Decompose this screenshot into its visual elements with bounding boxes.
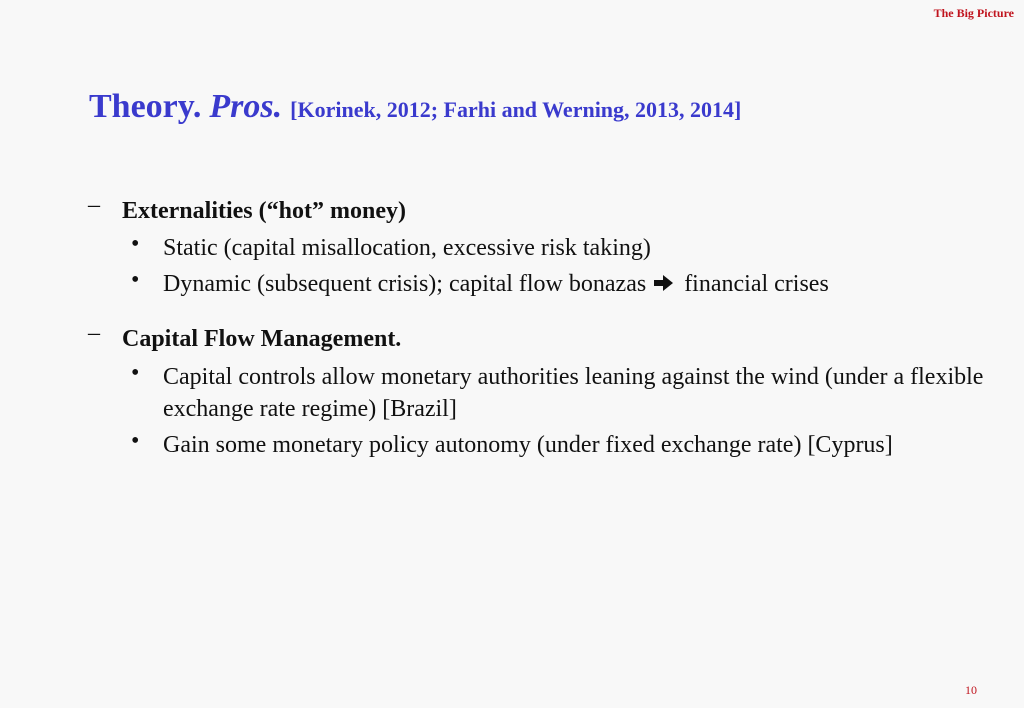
title-main: Theory.	[89, 88, 202, 125]
list-item-text-before-arrow: Dynamic (subsequent crisis); capital flow bonazas	[163, 271, 647, 297]
dash-marker: –	[88, 192, 100, 218]
list-item-text: Capital controls allow monetary authorities leaning against the wind (under a flexible exchange rate regime) [Brazil]	[163, 364, 984, 422]
bullet-marker: •	[131, 360, 140, 386]
slide-title	[89, 88, 741, 126]
list-item-text-after-arrow: financial crises	[684, 271, 829, 297]
dash-marker: –	[88, 320, 100, 346]
bullet-marker: •	[131, 428, 140, 454]
title-italic: Pros.	[209, 88, 283, 125]
section-heading-text: Externalities (“hot” money)	[122, 198, 406, 224]
list-item-text: Gain some monetary policy autonomy (under fixed exchange rate) [Cyprus]	[163, 432, 893, 458]
section-tag: The Big Picture	[933, 6, 1014, 20]
bullet-marker: •	[131, 267, 140, 293]
title-citation: [Korinek, 2012; Farhi and Werning, 2013, 2014]	[290, 97, 742, 122]
bullet-marker: •	[131, 231, 140, 257]
list-item-text: Static (capital misallocation, excessive risk taking)	[163, 235, 651, 261]
page-number: 10	[965, 683, 977, 697]
list-item-text	[163, 268, 993, 301]
section-heading-text: Capital Flow Management.	[122, 326, 402, 352]
right-arrow-icon	[654, 269, 674, 301]
